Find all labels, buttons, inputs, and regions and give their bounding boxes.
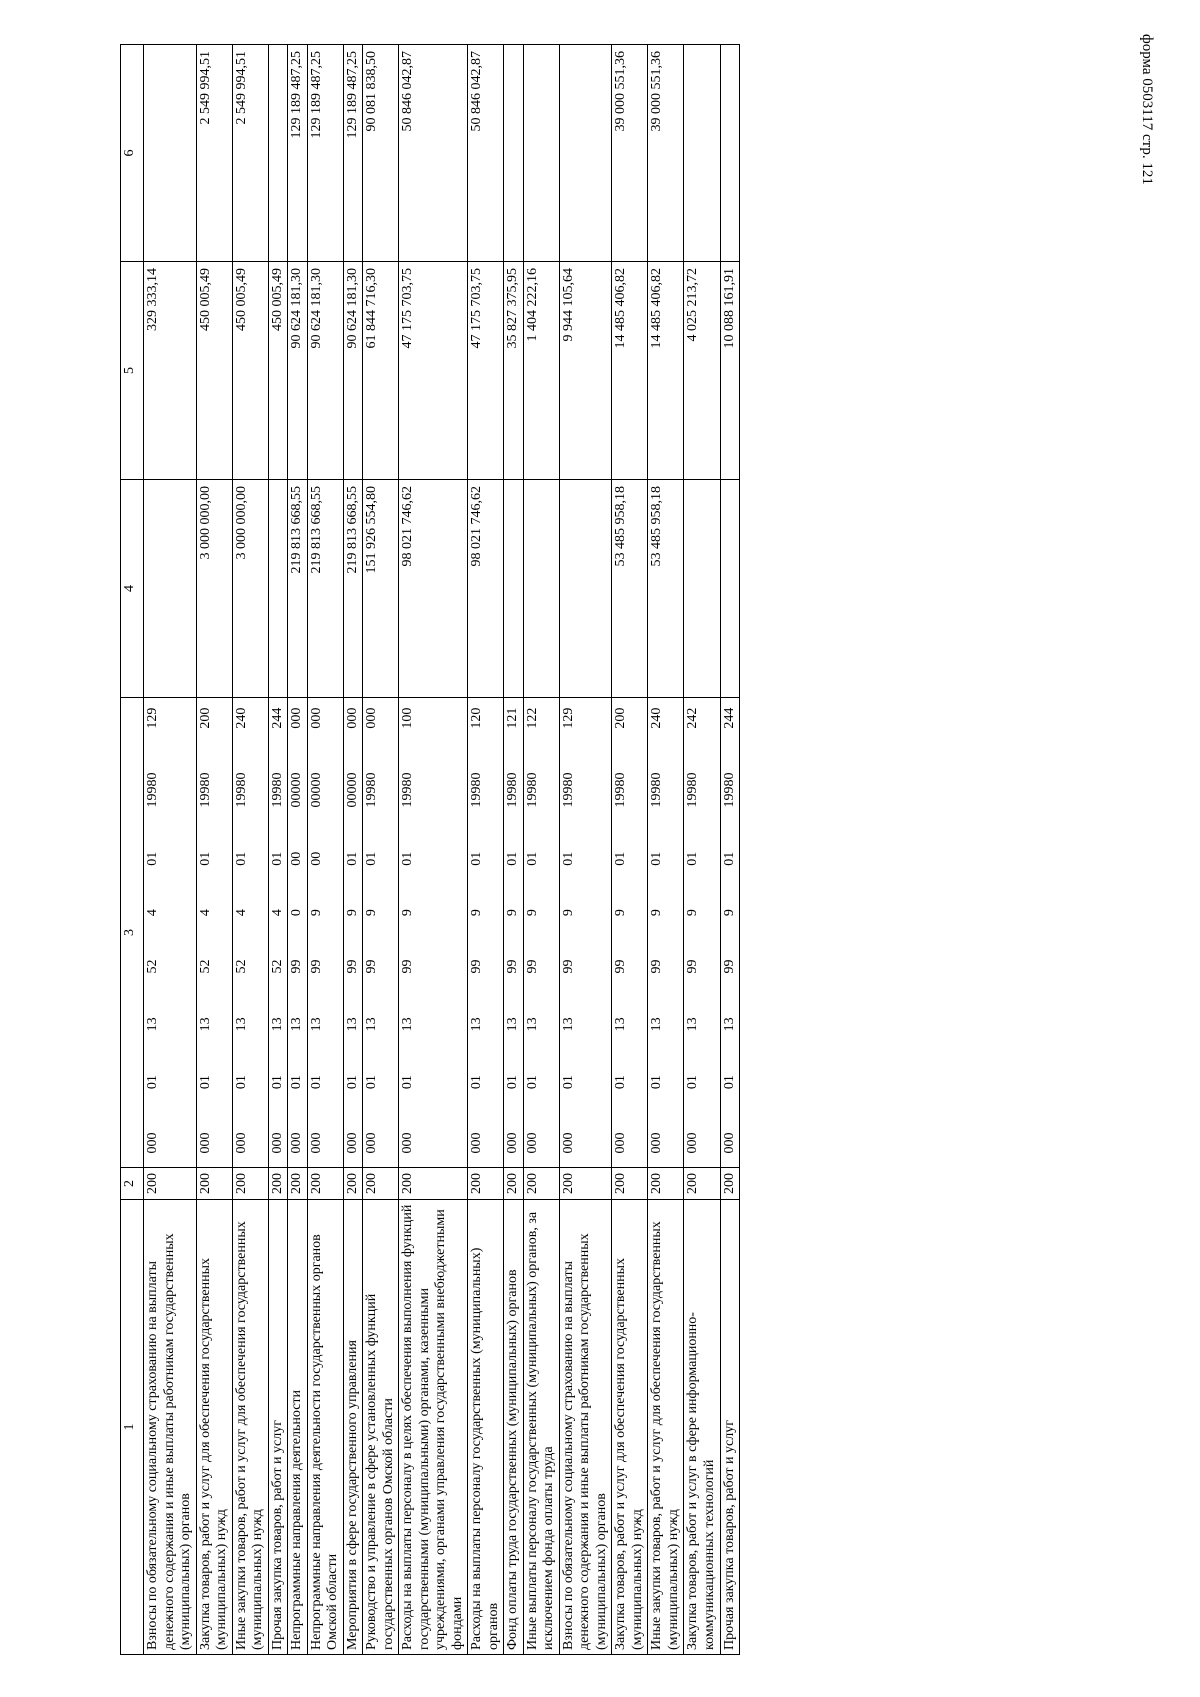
code-part-5: 9 <box>524 909 540 917</box>
code-part-2: 01 <box>505 1075 521 1090</box>
amount-executed: 14 485 406,82 <box>648 262 684 480</box>
table-row <box>268 45 288 1655</box>
code-part-7: 00000 <box>289 772 305 808</box>
amount-executed: 47 175 703,75 <box>468 262 504 480</box>
code-part-1: 000 <box>233 1132 249 1154</box>
code-part-8: 000 <box>364 707 380 729</box>
code-part-5: 9 <box>721 909 737 917</box>
code-part-3: 13 <box>233 1017 249 1032</box>
code-part-4: 52 <box>269 959 285 974</box>
table-row <box>468 45 504 1655</box>
row-name: Расходы на выплаты персоналу государственных (муниципальных) органов <box>468 1200 504 1655</box>
code-part-8: 121 <box>505 707 521 729</box>
code-part-8: 129 <box>560 707 576 729</box>
col-header-1: 1 <box>121 1200 144 1655</box>
amount-executed: 14 485 406,82 <box>612 262 648 480</box>
code-part-8: 000 <box>344 707 360 729</box>
code-part-7: 19980 <box>613 772 629 808</box>
code-part-8: 240 <box>649 707 665 729</box>
budget-classification-code <box>363 698 399 1168</box>
code-part-6: 01 <box>721 851 737 866</box>
col-header-4: 4 <box>121 480 144 698</box>
amount-approved <box>684 480 720 698</box>
amount-approved: 98 021 746,62 <box>399 480 468 698</box>
code-part-8: 122 <box>524 707 540 729</box>
code-part-5: 9 <box>400 909 416 917</box>
line-code: 200 <box>363 1168 399 1200</box>
code-part-5: 9 <box>344 909 360 917</box>
budget-classification-code <box>399 698 468 1168</box>
code-part-8: 240 <box>233 707 249 729</box>
amount-unexecuted: 39 000 551,36 <box>612 45 648 262</box>
code-part-7: 19980 <box>400 772 416 808</box>
amount-approved: 3 000 000,00 <box>232 480 268 698</box>
code-part-4: 99 <box>649 959 665 974</box>
table-row <box>684 45 720 1655</box>
amount-unexecuted: 50 846 042,87 <box>468 45 504 262</box>
col-header-3: 3 <box>121 698 144 1168</box>
code-part-1: 000 <box>197 1132 213 1154</box>
code-part-6: 01 <box>505 851 521 866</box>
amount-unexecuted <box>684 45 720 262</box>
code-part-5: 9 <box>685 909 701 917</box>
amount-executed: 329 333,14 <box>144 262 197 480</box>
amount-approved <box>144 480 197 698</box>
code-part-1: 000 <box>721 1132 737 1154</box>
table-row <box>144 45 197 1655</box>
code-part-6: 01 <box>613 851 629 866</box>
budget-classification-code <box>288 698 308 1168</box>
budget-classification-code <box>307 698 343 1168</box>
amount-executed: 90 624 181,30 <box>307 262 343 480</box>
code-part-1: 000 <box>613 1132 629 1154</box>
row-name: Прочая закупка товаров, работ и услуг <box>720 1200 740 1655</box>
line-code: 200 <box>648 1168 684 1200</box>
code-part-4: 99 <box>289 959 305 974</box>
amount-approved <box>268 480 288 698</box>
line-code: 200 <box>468 1168 504 1200</box>
amount-executed: 450 005,49 <box>196 262 232 480</box>
amount-approved <box>523 480 559 698</box>
code-part-1: 000 <box>308 1132 324 1154</box>
code-part-7: 19980 <box>197 772 213 808</box>
code-part-4: 99 <box>524 959 540 974</box>
code-part-5: 9 <box>308 909 324 917</box>
amount-approved: 98 021 746,62 <box>468 480 504 698</box>
amount-unexecuted <box>504 45 524 262</box>
code-part-4: 99 <box>613 959 629 974</box>
expenditure-table <box>120 44 740 1655</box>
code-part-8: 120 <box>469 707 485 729</box>
code-part-6: 00 <box>308 851 324 866</box>
code-part-2: 01 <box>308 1075 324 1090</box>
amount-approved: 53 485 958,18 <box>648 480 684 698</box>
code-part-6: 01 <box>145 851 160 866</box>
amount-unexecuted: 2 549 994,51 <box>232 45 268 262</box>
table-row <box>523 45 559 1655</box>
code-part-3: 13 <box>469 1017 485 1032</box>
code-part-1: 000 <box>560 1132 576 1154</box>
code-part-1: 000 <box>685 1132 701 1154</box>
table-row <box>612 45 648 1655</box>
code-part-1: 000 <box>524 1132 540 1154</box>
code-part-2: 01 <box>685 1075 701 1090</box>
code-part-1: 000 <box>505 1132 521 1154</box>
code-part-5: 9 <box>469 909 485 917</box>
line-code: 200 <box>343 1168 363 1200</box>
code-part-3: 13 <box>685 1017 701 1032</box>
row-name: Закупка товаров, работ и услуг в сфере информационно-коммуникационных технологий <box>684 1200 720 1655</box>
line-code: 200 <box>399 1168 468 1200</box>
budget-classification-code <box>612 698 648 1168</box>
table-row <box>399 45 468 1655</box>
code-part-6: 01 <box>560 851 576 866</box>
code-part-2: 01 <box>721 1075 737 1090</box>
amount-executed: 4 025 213,72 <box>684 262 720 480</box>
amount-unexecuted: 129 189 487,25 <box>307 45 343 262</box>
budget-classification-code <box>468 698 504 1168</box>
row-name: Непрограммные направления деятельности <box>288 1200 308 1655</box>
row-name: Иные закупки товаров, работ и услуг для обеспечения государственных (муниципальных) нужд <box>648 1200 684 1655</box>
code-part-5: 9 <box>560 909 576 917</box>
table-row <box>504 45 524 1655</box>
code-part-2: 01 <box>344 1075 360 1090</box>
line-code: 200 <box>612 1168 648 1200</box>
row-name: Непрограммные направления деятельности государственных органов Омской области <box>307 1200 343 1655</box>
code-part-3: 13 <box>613 1017 629 1032</box>
amount-executed: 450 005,49 <box>232 262 268 480</box>
code-part-7: 19980 <box>524 772 540 808</box>
code-part-4: 99 <box>344 959 360 974</box>
code-part-4: 99 <box>308 959 324 974</box>
code-part-6: 01 <box>344 851 360 866</box>
code-part-6: 01 <box>400 851 416 866</box>
line-code: 200 <box>684 1168 720 1200</box>
column-number-row <box>121 45 144 1655</box>
code-part-2: 01 <box>197 1075 213 1090</box>
row-name: Закупка товаров, работ и услуг для обеспечения государственных (муниципальных) нужд <box>196 1200 232 1655</box>
code-part-3: 13 <box>505 1017 521 1032</box>
amount-approved <box>720 480 740 698</box>
code-part-7: 19980 <box>469 772 485 808</box>
line-code: 200 <box>559 1168 612 1200</box>
code-part-5: 4 <box>145 909 160 917</box>
report-page <box>120 45 1140 1655</box>
amount-approved: 3 000 000,00 <box>196 480 232 698</box>
table-row <box>648 45 684 1655</box>
code-part-4: 99 <box>364 959 380 974</box>
code-part-4: 99 <box>400 959 416 974</box>
row-name: Взносы по обязательному социальному страхованию на выплаты денежного содержания и иные выплаты работникам государственных (муниципальных) органов <box>144 1200 197 1655</box>
code-part-6: 01 <box>469 851 485 866</box>
row-name: Закупка товаров, работ и услуг для обеспечения государственных (муниципальных) нужд <box>612 1200 648 1655</box>
code-part-3: 13 <box>344 1017 360 1032</box>
code-part-7: 19980 <box>685 772 701 808</box>
code-part-7: 19980 <box>649 772 665 808</box>
code-part-1: 000 <box>649 1132 665 1154</box>
line-code: 200 <box>523 1168 559 1200</box>
row-name: Иные закупки товаров, работ и услуг для обеспечения государственных (муниципальных) нужд <box>232 1200 268 1655</box>
amount-approved: 53 485 958,18 <box>612 480 648 698</box>
code-part-2: 01 <box>364 1075 380 1090</box>
code-part-3: 13 <box>560 1017 576 1032</box>
code-part-4: 99 <box>505 959 521 974</box>
amount-unexecuted <box>559 45 612 262</box>
amount-unexecuted <box>523 45 559 262</box>
code-part-3: 13 <box>400 1017 416 1032</box>
form-label: форма 0503117 стр. 121 <box>1139 34 1155 185</box>
row-name: Расходы на выплаты персоналу в целях обеспечения выполнения функций государственными (муниципальными) органами, казенными учреждениями, органами управления государственными внебюджетными фондами <box>399 1200 468 1655</box>
code-part-7: 00000 <box>308 772 324 808</box>
table-row <box>343 45 363 1655</box>
budget-classification-code <box>648 698 684 1168</box>
code-part-5: 9 <box>649 909 665 917</box>
budget-classification-code <box>559 698 612 1168</box>
code-part-5: 4 <box>269 909 285 917</box>
code-part-1: 000 <box>289 1132 305 1154</box>
code-part-5: 9 <box>505 909 521 917</box>
table-row <box>720 45 740 1655</box>
line-code: 200 <box>144 1168 197 1200</box>
code-part-3: 13 <box>524 1017 540 1032</box>
amount-executed: 61 844 716,30 <box>363 262 399 480</box>
line-code: 200 <box>268 1168 288 1200</box>
budget-classification-code <box>504 698 524 1168</box>
budget-classification-code <box>343 698 363 1168</box>
code-part-8: 100 <box>400 707 416 729</box>
code-part-1: 000 <box>145 1132 160 1154</box>
code-part-3: 13 <box>721 1017 737 1032</box>
code-part-5: 4 <box>233 909 249 917</box>
code-part-2: 01 <box>289 1075 305 1090</box>
code-part-7: 00000 <box>344 772 360 808</box>
amount-executed: 47 175 703,75 <box>399 262 468 480</box>
amount-executed: 90 624 181,30 <box>288 262 308 480</box>
budget-classification-code <box>720 698 740 1168</box>
code-part-1: 000 <box>364 1132 380 1154</box>
code-part-8: 200 <box>613 707 629 729</box>
code-part-7: 19980 <box>721 772 737 808</box>
table-row <box>307 45 343 1655</box>
code-part-2: 01 <box>145 1075 160 1090</box>
row-name: Прочая закупка товаров, работ и услуг <box>268 1200 288 1655</box>
amount-unexecuted: 129 189 487,25 <box>288 45 308 262</box>
amount-unexecuted: 90 081 838,50 <box>363 45 399 262</box>
table-row <box>196 45 232 1655</box>
amount-executed: 35 827 375,95 <box>504 262 524 480</box>
amount-executed: 1 404 222,16 <box>523 262 559 480</box>
row-name: Фонд оплаты труда государственных (муниципальных) органов <box>504 1200 524 1655</box>
code-part-8: 000 <box>289 707 305 729</box>
code-part-3: 13 <box>289 1017 305 1032</box>
line-code: 200 <box>232 1168 268 1200</box>
code-part-3: 13 <box>649 1017 665 1032</box>
amount-executed: 10 088 161,91 <box>720 262 740 480</box>
row-name: Руководство и управление в сфере установленных функций государственных органов Омской области <box>363 1200 399 1655</box>
code-part-3: 13 <box>308 1017 324 1032</box>
amount-executed: 90 624 181,30 <box>343 262 363 480</box>
amount-unexecuted: 50 846 042,87 <box>399 45 468 262</box>
table-row <box>363 45 399 1655</box>
amount-unexecuted <box>268 45 288 262</box>
code-part-3: 13 <box>269 1017 285 1032</box>
code-part-6: 01 <box>197 851 213 866</box>
code-part-7: 19980 <box>560 772 576 808</box>
code-part-5: 4 <box>197 909 213 917</box>
amount-unexecuted: 39 000 551,36 <box>648 45 684 262</box>
budget-classification-code <box>523 698 559 1168</box>
code-part-7: 19980 <box>233 772 249 808</box>
amount-unexecuted <box>720 45 740 262</box>
code-part-6: 01 <box>233 851 249 866</box>
code-part-8: 244 <box>721 707 737 729</box>
col-header-5: 5 <box>121 262 144 480</box>
code-part-4: 99 <box>721 959 737 974</box>
code-part-6: 01 <box>364 851 380 866</box>
code-part-8: 000 <box>308 707 324 729</box>
code-part-2: 01 <box>613 1075 629 1090</box>
line-code: 200 <box>720 1168 740 1200</box>
budget-classification-code <box>268 698 288 1168</box>
code-part-6: 01 <box>685 851 701 866</box>
code-part-7: 19980 <box>145 772 160 808</box>
code-part-2: 01 <box>269 1075 285 1090</box>
row-name: Мероприятия в сфере государственного управления <box>343 1200 363 1655</box>
code-part-7: 19980 <box>505 772 521 808</box>
code-part-2: 01 <box>233 1075 249 1090</box>
amount-unexecuted <box>144 45 197 262</box>
code-part-4: 52 <box>145 959 160 974</box>
table-row <box>559 45 612 1655</box>
amount-approved: 151 926 554,80 <box>363 480 399 698</box>
line-code: 200 <box>196 1168 232 1200</box>
code-part-7: 19980 <box>364 772 380 808</box>
code-part-5: 9 <box>364 909 380 917</box>
code-part-2: 01 <box>524 1075 540 1090</box>
amount-approved <box>559 480 612 698</box>
code-part-2: 01 <box>400 1075 416 1090</box>
code-part-3: 13 <box>145 1017 160 1032</box>
row-name: Взносы по обязательному социальному страхованию на выплаты денежного содержания и иные выплаты работникам государственных (муниципальных) органов <box>559 1200 612 1655</box>
budget-classification-code <box>684 698 720 1168</box>
budget-classification-code <box>196 698 232 1168</box>
code-part-4: 52 <box>197 959 213 974</box>
code-part-6: 01 <box>649 851 665 866</box>
row-name: Иные выплаты персоналу государственных (муниципальных) органов, за исключением фонда оплаты труда <box>523 1200 559 1655</box>
line-code: 200 <box>504 1168 524 1200</box>
col-header-2: 2 <box>121 1168 144 1200</box>
line-code: 200 <box>288 1168 308 1200</box>
table-row <box>232 45 268 1655</box>
col-header-6: 6 <box>121 45 144 262</box>
code-part-8: 242 <box>685 707 701 729</box>
amount-approved: 219 813 668,55 <box>307 480 343 698</box>
code-part-7: 19980 <box>269 772 285 808</box>
code-part-2: 01 <box>560 1075 576 1090</box>
code-part-8: 200 <box>197 707 213 729</box>
amount-executed: 9 944 105,64 <box>559 262 612 480</box>
code-part-1: 000 <box>269 1132 285 1154</box>
code-part-6: 00 <box>289 851 305 866</box>
amount-approved <box>504 480 524 698</box>
amount-approved: 219 813 668,55 <box>288 480 308 698</box>
table-row <box>288 45 308 1655</box>
code-part-1: 000 <box>469 1132 485 1154</box>
code-part-4: 99 <box>560 959 576 974</box>
amount-unexecuted: 2 549 994,51 <box>196 45 232 262</box>
code-part-1: 000 <box>344 1132 360 1154</box>
code-part-5: 9 <box>613 909 629 917</box>
amount-executed: 450 005,49 <box>268 262 288 480</box>
amount-unexecuted: 129 189 487,25 <box>343 45 363 262</box>
budget-classification-code <box>232 698 268 1168</box>
code-part-3: 13 <box>364 1017 380 1032</box>
code-part-8: 129 <box>145 707 160 729</box>
code-part-4: 52 <box>233 959 249 974</box>
code-part-6: 01 <box>269 851 285 866</box>
code-part-6: 01 <box>524 851 540 866</box>
line-code: 200 <box>307 1168 343 1200</box>
budget-classification-code <box>144 698 197 1168</box>
code-part-4: 99 <box>469 959 485 974</box>
code-part-1: 000 <box>400 1132 416 1154</box>
code-part-4: 99 <box>685 959 701 974</box>
code-part-2: 01 <box>469 1075 485 1090</box>
code-part-5: 0 <box>289 909 305 917</box>
amount-approved: 219 813 668,55 <box>343 480 363 698</box>
code-part-3: 13 <box>197 1017 213 1032</box>
code-part-2: 01 <box>649 1075 665 1090</box>
code-part-8: 244 <box>269 707 285 729</box>
